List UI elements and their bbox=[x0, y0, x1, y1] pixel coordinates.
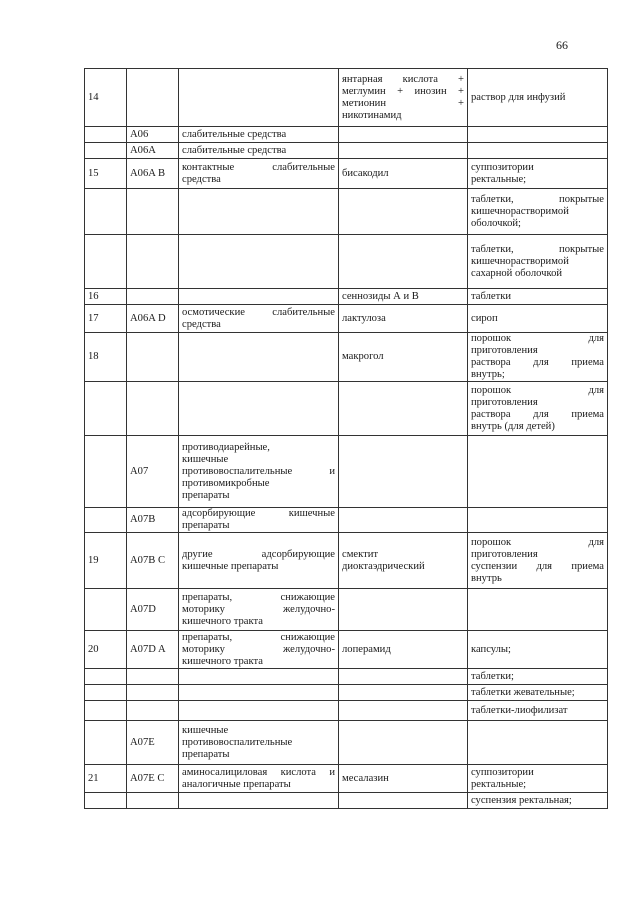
anatomical-group-cell bbox=[179, 382, 339, 436]
anatomical-group-cell bbox=[179, 127, 339, 143]
atc-code-cell bbox=[127, 189, 179, 235]
anatomical-group-cell bbox=[179, 235, 339, 289]
atc-code-cell bbox=[127, 765, 179, 793]
dosage-form-line: таблетки-лиофилизат bbox=[471, 704, 568, 716]
row-number-cell bbox=[85, 289, 127, 305]
dosage-form-cell bbox=[468, 382, 608, 436]
drug-name-cell bbox=[339, 436, 468, 508]
table-row bbox=[85, 765, 608, 793]
anatomical-group-cell bbox=[179, 631, 339, 669]
atc-code-cell bbox=[127, 589, 179, 631]
anatomical-group-line: моторику желудочно- bbox=[182, 603, 335, 615]
row-number-cell bbox=[85, 235, 127, 289]
dosage-form-cell bbox=[468, 143, 608, 159]
atc-code-cell bbox=[127, 69, 179, 127]
anatomical-group-line: кишечного тракта bbox=[182, 615, 263, 627]
atc-code-cell bbox=[127, 631, 179, 669]
anatomical-group-line: препараты bbox=[182, 489, 230, 501]
dosage-form-line: таблетки, покрытые bbox=[471, 193, 604, 205]
table-row bbox=[85, 189, 608, 235]
dosage-form-cell bbox=[468, 631, 608, 669]
drug-list-table bbox=[84, 68, 608, 809]
dosage-form-line: суппозитории bbox=[471, 161, 534, 173]
anatomical-group-line: слабительные средства bbox=[182, 128, 287, 140]
dosage-form-cell bbox=[468, 721, 608, 765]
drug-name-cell bbox=[339, 701, 468, 721]
anatomical-group-line: препараты bbox=[182, 520, 230, 531]
atc-code-cell bbox=[127, 289, 179, 305]
atc-code-cell bbox=[127, 508, 179, 533]
drug-name-cell bbox=[339, 631, 468, 669]
row-number-cell bbox=[85, 533, 127, 589]
table-row bbox=[85, 333, 608, 382]
row-number-cell bbox=[85, 189, 127, 235]
drug-name-cell bbox=[339, 289, 468, 305]
dosage-form-line: порошок для bbox=[471, 384, 604, 396]
anatomical-group-line: аминосалициловая кислота и bbox=[182, 766, 335, 778]
atc-code-cell bbox=[127, 436, 179, 508]
row-number-cell bbox=[85, 159, 127, 189]
row-number-text: 16 bbox=[88, 290, 99, 302]
table-row bbox=[85, 721, 608, 765]
atc-code-text: A06A B bbox=[130, 167, 166, 179]
dosage-form-cell bbox=[468, 793, 608, 809]
dosage-form-line: приготовления bbox=[471, 345, 538, 356]
dosage-form-line: суспензии для приема bbox=[471, 560, 604, 572]
atc-code-cell bbox=[127, 127, 179, 143]
page-number: 66 bbox=[556, 38, 568, 52]
dosage-form-line: раствор для инфузий bbox=[471, 91, 566, 103]
anatomical-group-cell bbox=[179, 436, 339, 508]
anatomical-group-line: адсорбирующие кишечные bbox=[182, 508, 335, 519]
anatomical-group-cell bbox=[179, 143, 339, 159]
row-number-text: 19 bbox=[88, 554, 99, 566]
atc-code-cell bbox=[127, 669, 179, 685]
row-number-cell bbox=[85, 382, 127, 436]
atc-code-text: A07E bbox=[130, 736, 155, 748]
anatomical-group-cell bbox=[179, 701, 339, 721]
anatomical-group-line: аналогичные препараты bbox=[182, 778, 291, 790]
anatomical-group-line: противовоспалительные и bbox=[182, 465, 335, 477]
anatomical-group-line: средства bbox=[182, 318, 221, 330]
dosage-form-line: кишечнорастворимой bbox=[471, 255, 569, 267]
anatomical-group-line: кишечные bbox=[182, 453, 229, 465]
row-number-cell bbox=[85, 669, 127, 685]
dosage-form-line: внутрь bbox=[471, 572, 502, 584]
row-number-cell bbox=[85, 793, 127, 809]
anatomical-group-cell bbox=[179, 721, 339, 765]
atc-code-cell bbox=[127, 333, 179, 382]
anatomical-group-cell bbox=[179, 533, 339, 589]
atc-code-text: A07D A bbox=[130, 643, 166, 655]
row-number-cell bbox=[85, 701, 127, 721]
drug-name-line: лоперамид bbox=[342, 643, 391, 655]
atc-code-text: A07D bbox=[130, 603, 156, 615]
atc-code-text: A07 bbox=[130, 465, 149, 477]
row-number-text: 15 bbox=[88, 167, 99, 179]
row-number-cell bbox=[85, 589, 127, 631]
anatomical-group-cell bbox=[179, 159, 339, 189]
dosage-form-cell bbox=[468, 159, 608, 189]
dosage-form-line: таблетки; bbox=[471, 670, 514, 682]
anatomical-group-line: противодиарейные, bbox=[182, 441, 270, 453]
anatomical-group-line: другие адсорбирующие bbox=[182, 548, 335, 560]
atc-code-cell bbox=[127, 159, 179, 189]
dosage-form-cell bbox=[468, 69, 608, 127]
anatomical-group-cell bbox=[179, 589, 339, 631]
drug-name-cell bbox=[339, 333, 468, 382]
dosage-form-cell bbox=[468, 333, 608, 382]
anatomical-group-line: контактные слабительные bbox=[182, 161, 335, 173]
dosage-form-line: таблетки, покрытые bbox=[471, 243, 604, 255]
drug-name-line: диоктаэдрический bbox=[342, 560, 425, 572]
row-number-cell bbox=[85, 69, 127, 127]
dosage-form-line: внутрь (для детей) bbox=[471, 420, 555, 432]
anatomical-group-cell bbox=[179, 508, 339, 533]
dosage-form-line: сироп bbox=[471, 312, 498, 324]
atc-code-cell bbox=[127, 793, 179, 809]
anatomical-group-line: препараты, снижающие bbox=[182, 591, 335, 603]
drug-name-cell bbox=[339, 127, 468, 143]
table-row bbox=[85, 701, 608, 721]
atc-code-text: A06 bbox=[130, 128, 149, 140]
anatomical-group-line: противомикробные bbox=[182, 477, 270, 489]
dosage-form-cell bbox=[468, 701, 608, 721]
table-row bbox=[85, 235, 608, 289]
drug-name-cell bbox=[339, 793, 468, 809]
row-number-cell bbox=[85, 127, 127, 143]
anatomical-group-cell bbox=[179, 669, 339, 685]
drug-name-cell bbox=[339, 721, 468, 765]
dosage-form-cell bbox=[468, 685, 608, 701]
atc-code-cell bbox=[127, 721, 179, 765]
row-number-cell bbox=[85, 765, 127, 793]
drug-name-line: сеннозиды А и В bbox=[342, 290, 419, 302]
dosage-form-line: капсулы; bbox=[471, 643, 511, 655]
table-row bbox=[85, 631, 608, 669]
row-number-cell bbox=[85, 143, 127, 159]
dosage-form-cell bbox=[468, 127, 608, 143]
drug-name-cell bbox=[339, 189, 468, 235]
anatomical-group-line: препараты, снижающие bbox=[182, 631, 335, 643]
atc-code-text: A06A D bbox=[130, 312, 166, 324]
dosage-form-line: ректальные; bbox=[471, 778, 527, 790]
drug-name-cell bbox=[339, 765, 468, 793]
dosage-form-line: кишечнорастворимой bbox=[471, 205, 569, 217]
dosage-form-line: порошок для bbox=[471, 536, 604, 548]
row-number-text: 18 bbox=[88, 351, 99, 362]
dosage-form-cell bbox=[468, 189, 608, 235]
anatomical-group-line: кишечные препараты bbox=[182, 560, 279, 572]
dosage-form-line: порошок для bbox=[471, 333, 604, 344]
anatomical-group-cell bbox=[179, 765, 339, 793]
dosage-form-line: приготовления bbox=[471, 548, 538, 560]
table-row bbox=[85, 127, 608, 143]
dosage-form-cell bbox=[468, 305, 608, 333]
drug-name-line: никотинамид bbox=[342, 109, 402, 121]
atc-code-cell bbox=[127, 685, 179, 701]
anatomical-group-line: препараты bbox=[182, 748, 230, 760]
anatomical-group-line: слабительные средства bbox=[182, 144, 287, 156]
atc-code-cell bbox=[127, 235, 179, 289]
table-row bbox=[85, 533, 608, 589]
row-number-cell bbox=[85, 631, 127, 669]
table-row bbox=[85, 436, 608, 508]
anatomical-group-line: осмотические слабительные bbox=[182, 306, 335, 318]
table-row bbox=[85, 382, 608, 436]
dosage-form-line: внутрь; bbox=[471, 369, 505, 380]
dosage-form-line: суппозитории bbox=[471, 766, 534, 778]
table-row bbox=[85, 685, 608, 701]
row-number-cell bbox=[85, 333, 127, 382]
atc-code-cell bbox=[127, 382, 179, 436]
table-row bbox=[85, 589, 608, 631]
anatomical-group-line: моторику желудочно- bbox=[182, 643, 335, 655]
table-body bbox=[85, 69, 608, 809]
dosage-form-cell bbox=[468, 289, 608, 305]
anatomical-group-cell bbox=[179, 333, 339, 382]
dosage-form-line: ректальные; bbox=[471, 173, 527, 185]
atc-code-text: A07B C bbox=[130, 554, 166, 566]
atc-code-text: A07E C bbox=[130, 772, 165, 784]
row-number-cell bbox=[85, 436, 127, 508]
atc-code-text: A07B bbox=[130, 514, 156, 525]
anatomical-group-cell bbox=[179, 793, 339, 809]
drug-name-line: месалазин bbox=[342, 772, 389, 784]
drug-name-line: бисакодил bbox=[342, 167, 389, 179]
dosage-form-line: оболочкой; bbox=[471, 217, 521, 229]
dosage-form-cell bbox=[468, 589, 608, 631]
table-row bbox=[85, 159, 608, 189]
dosage-form-cell bbox=[468, 235, 608, 289]
drug-name-line: смектит bbox=[342, 548, 379, 560]
dosage-form-cell bbox=[468, 508, 608, 533]
dosage-form-line: сахарной оболочкой bbox=[471, 267, 563, 279]
atc-code-cell bbox=[127, 533, 179, 589]
anatomical-group-line: средства bbox=[182, 173, 221, 185]
drug-name-cell bbox=[339, 69, 468, 127]
row-number-text: 14 bbox=[88, 91, 99, 103]
drug-name-cell bbox=[339, 533, 468, 589]
drug-name-cell bbox=[339, 143, 468, 159]
drug-name-line: янтарная кислота + bbox=[342, 73, 464, 85]
dosage-form-cell bbox=[468, 669, 608, 685]
dosage-form-line: раствора для приема bbox=[471, 408, 604, 420]
dosage-form-line: таблетки жевательные; bbox=[471, 686, 575, 698]
table-row bbox=[85, 143, 608, 159]
drug-name-line: макрогол bbox=[342, 351, 384, 362]
atc-code-cell bbox=[127, 143, 179, 159]
row-number-text: 17 bbox=[88, 312, 99, 324]
dosage-form-line: раствора для приема bbox=[471, 357, 604, 368]
dosage-form-cell bbox=[468, 765, 608, 793]
row-number-cell bbox=[85, 685, 127, 701]
anatomical-group-cell bbox=[179, 289, 339, 305]
table-row bbox=[85, 69, 608, 127]
table-row bbox=[85, 289, 608, 305]
atc-code-cell bbox=[127, 305, 179, 333]
table-row bbox=[85, 793, 608, 809]
anatomical-group-cell bbox=[179, 685, 339, 701]
drug-name-cell bbox=[339, 159, 468, 189]
dosage-form-cell bbox=[468, 436, 608, 508]
drug-name-cell bbox=[339, 305, 468, 333]
dosage-form-cell bbox=[468, 533, 608, 589]
table-row bbox=[85, 305, 608, 333]
drug-name-cell bbox=[339, 589, 468, 631]
atc-code-cell bbox=[127, 701, 179, 721]
row-number-cell bbox=[85, 721, 127, 765]
anatomical-group-cell bbox=[179, 69, 339, 127]
anatomical-group-cell bbox=[179, 305, 339, 333]
anatomical-group-line: противовоспалительные bbox=[182, 736, 293, 748]
row-number-cell bbox=[85, 508, 127, 533]
anatomical-group-line: кишечного тракта bbox=[182, 655, 263, 667]
dosage-form-line: суспензия ректальная; bbox=[471, 794, 572, 806]
dosage-form-line: приготовления bbox=[471, 396, 538, 408]
drug-name-cell bbox=[339, 235, 468, 289]
drug-name-cell bbox=[339, 382, 468, 436]
anatomical-group-cell bbox=[179, 189, 339, 235]
row-number-text: 21 bbox=[88, 772, 99, 784]
row-number-text: 20 bbox=[88, 643, 99, 655]
drug-name-line: меглумин + инозин + bbox=[342, 85, 464, 97]
table-row bbox=[85, 508, 608, 533]
anatomical-group-line: кишечные bbox=[182, 724, 229, 736]
table-row bbox=[85, 669, 608, 685]
drug-name-cell bbox=[339, 508, 468, 533]
row-number-cell bbox=[85, 305, 127, 333]
drug-name-cell bbox=[339, 685, 468, 701]
drug-name-line: лактулоза bbox=[342, 312, 386, 324]
drug-name-cell bbox=[339, 669, 468, 685]
dosage-form-line: таблетки bbox=[471, 290, 512, 302]
drug-name-line: метионин + bbox=[342, 97, 464, 109]
atc-code-text: A06A bbox=[130, 144, 156, 156]
